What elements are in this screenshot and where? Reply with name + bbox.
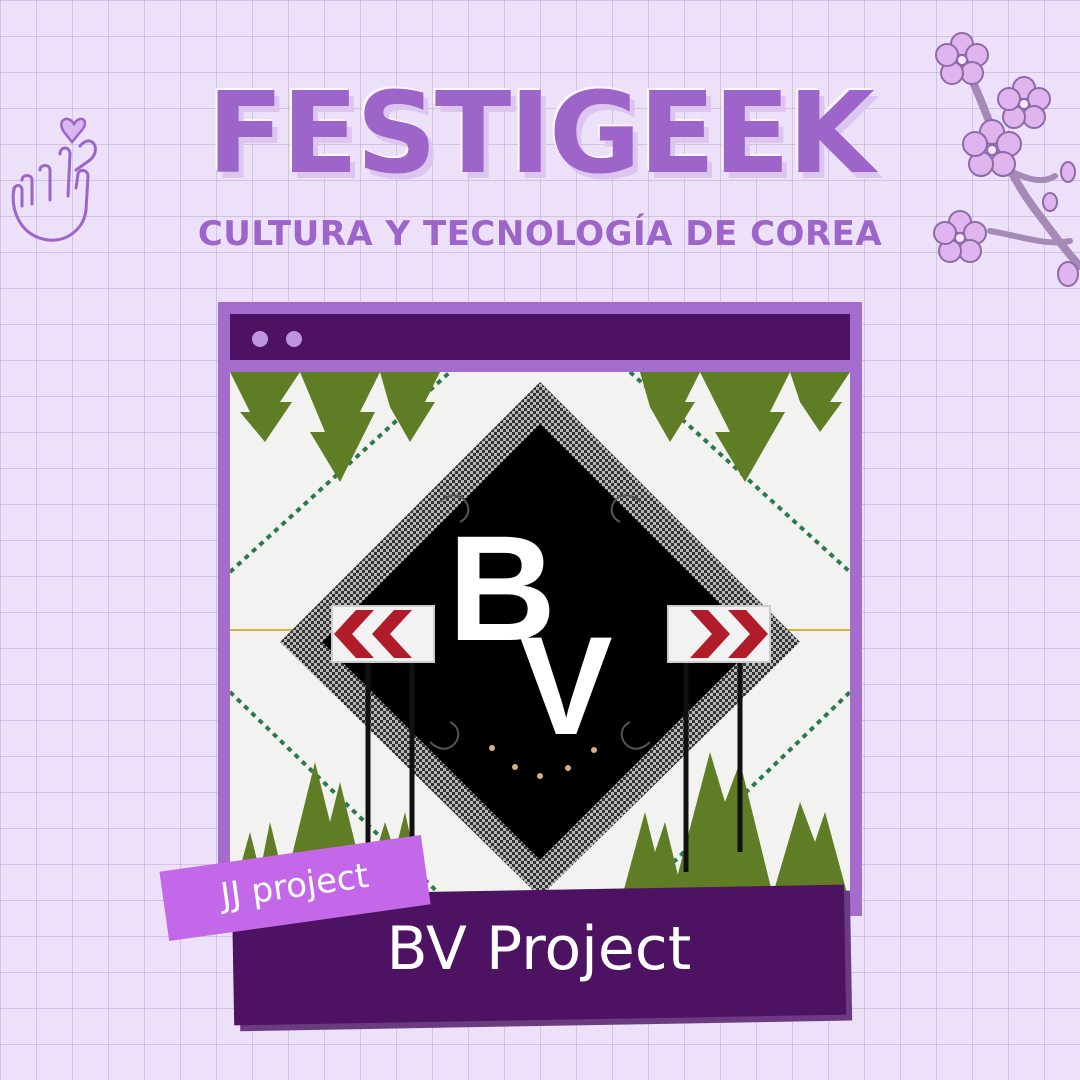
subgroup-tag-label: JJ project bbox=[218, 855, 372, 917]
event-title: FESTIGEEK bbox=[207, 69, 873, 199]
group-name: BV Project bbox=[386, 914, 692, 985]
bv-logo-artwork bbox=[230, 372, 850, 904]
logo-letter-v: V bbox=[519, 607, 613, 764]
browser-window-frame bbox=[218, 302, 862, 916]
window-dot-icon bbox=[286, 331, 302, 347]
right-chevron-sign-icon bbox=[668, 606, 770, 662]
window-dot-icon bbox=[252, 331, 268, 347]
bv-logo-graphic bbox=[230, 372, 850, 904]
event-subtitle: CULTURA Y TECNOLOGÍA DE COREA bbox=[197, 214, 883, 254]
window-titlebar bbox=[230, 314, 850, 360]
logo-letter-b: B bbox=[447, 504, 557, 672]
left-chevron-sign-icon bbox=[332, 606, 434, 662]
